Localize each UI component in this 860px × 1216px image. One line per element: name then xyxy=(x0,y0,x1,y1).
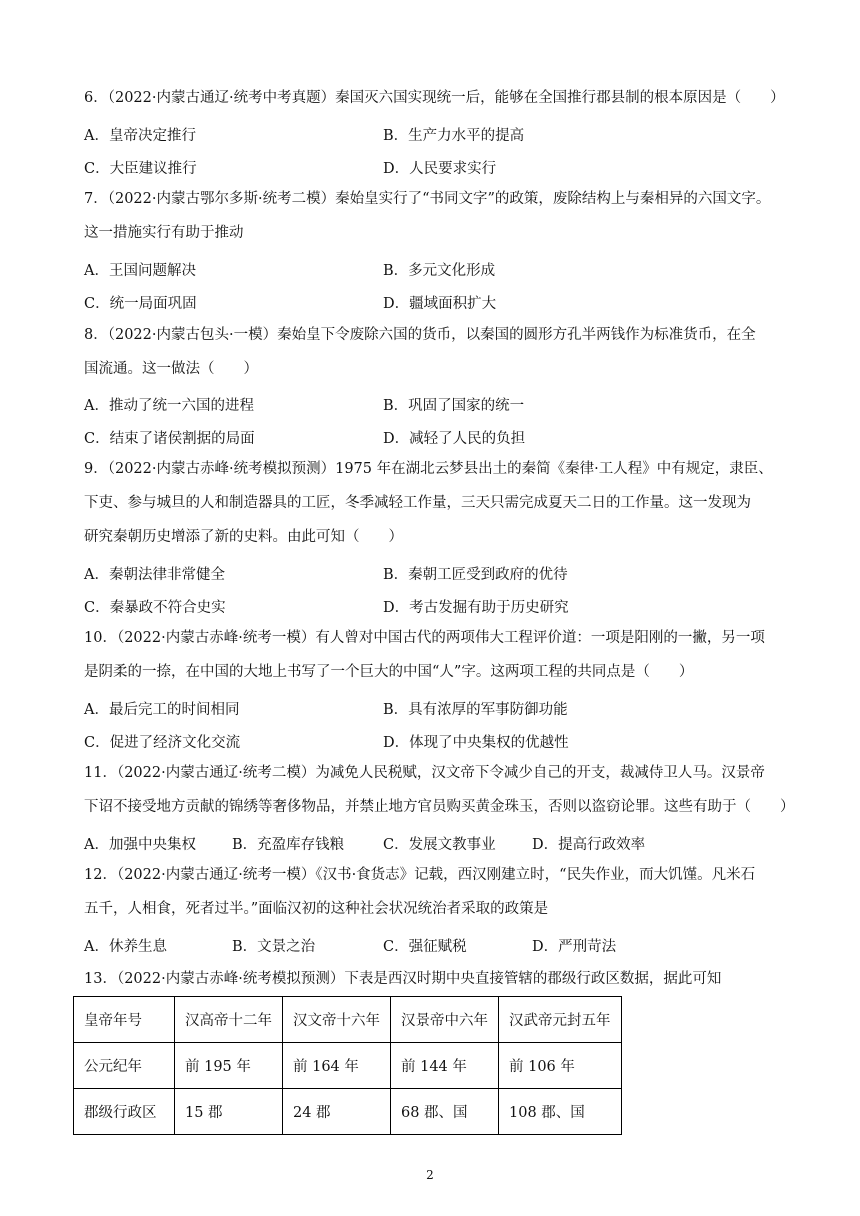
table-row xyxy=(74,1043,622,1089)
question-6-option-a: A．皇帝决定推行 xyxy=(84,128,196,144)
question-6-option-c: C．大臣建议推行 xyxy=(84,161,197,177)
question-7-stem-line-2: 这一措施实行有助于推动 xyxy=(84,225,244,241)
question-10-option-c: C．促进了经济文化交流 xyxy=(84,735,241,751)
question-11-option-c: C．发展文教事业 xyxy=(383,837,496,853)
question-12-option-a: A．休养生息 xyxy=(84,939,167,955)
question-10-option-b: B．具有浓厚的军事防御功能 xyxy=(383,702,568,718)
table-cell: 汉景帝中六年 xyxy=(391,997,499,1043)
question-10-stem-line-1: 10．（2022·内蒙古赤峰·统考一模）有人曾对中国古代的两项伟大工程评价道：一项是阳刚的一撇，另一项 xyxy=(84,630,765,646)
question-9-stem-line-1: 9．（2022·内蒙古赤峰·统考模拟预测）1975 年在湖北云梦县出土的秦简《秦律·工人程》中有规定，隶臣、 xyxy=(84,461,773,477)
table-cell: 汉高帝十二年 xyxy=(175,997,283,1043)
question-8-stem-line-1: 8．（2022·内蒙古包头·一模）秦始皇下令废除六国的货币，以秦国的圆形方孔半两钱作为标准货币，在全 xyxy=(84,327,756,343)
table-cell: 汉武帝元封五年 xyxy=(499,997,622,1043)
question-7-option-b: B．多元文化形成 xyxy=(383,263,496,279)
question-8-option-c: C．结束了诸侯割据的局面 xyxy=(84,431,255,447)
table-cell: 郡级行政区 xyxy=(74,1089,175,1135)
question-8-option-d: D．减轻了人民的负担 xyxy=(383,431,526,447)
question-9-option-d: D．考古发掘有助于历史研究 xyxy=(383,600,569,616)
question-11-stem-line-2: 下诏不接受地方贡献的锦绣等奢侈物品，并禁止地方官员购买黄金珠玉，否则以盗窃论罪。这些有助于（ ） xyxy=(84,799,795,815)
question-9-option-c: C．秦暴政不符合史实 xyxy=(84,600,226,616)
question-7-stem-line-1: 7．（2022·内蒙古鄂尔多斯·统考二模）秦始皇实行了“书同文字”的政策，废除结构上与秦相异的六国文字。 xyxy=(84,191,771,207)
question-11-stem-line-1: 11．（2022·内蒙古通辽·统考二模）为减免人民税赋，汉文帝下令减少自己的开支，裁减侍卫人马。汉景帝 xyxy=(84,765,765,781)
table-cell: 108 郡、国 xyxy=(499,1089,622,1135)
question-6-stem-line-1: 6．（2022·内蒙古通辽·统考中考真题）秦国灭六国实现统一后，能够在全国推行郡县制的根本原因是（ ） xyxy=(84,90,785,106)
question-13-stem-line-1: 13．（2022·内蒙古赤峰·统考模拟预测）下表是西汉时期中央直接管辖的郡级行政区数据，据此可知 xyxy=(84,971,722,987)
table-row xyxy=(74,1089,622,1135)
question-11-option-a: A．加强中央集权 xyxy=(84,837,196,853)
question-10-option-d: D．体现了中央集权的优越性 xyxy=(383,735,569,751)
question-9-option-b: B．秦朝工匠受到政府的优待 xyxy=(383,567,568,583)
question-8-stem-line-2: 国流通。这一做法（ ） xyxy=(84,361,258,377)
table-cell: 前 144 年 xyxy=(391,1043,499,1089)
question-12-option-c: C．强征赋税 xyxy=(383,939,467,955)
administrative-region-table xyxy=(73,996,622,1135)
table-cell: 15 郡 xyxy=(175,1089,283,1135)
table-cell: 前 195 年 xyxy=(175,1043,283,1089)
question-7-option-c: C．统一局面巩固 xyxy=(84,296,197,312)
question-12-stem-line-2: 五千，人相食，死者过半。”面临汉初的这种社会状况统治者采取的政策是 xyxy=(84,901,549,917)
question-11-option-b: B．充盈库存钱粮 xyxy=(232,837,345,853)
question-9-stem-line-3: 研究秦朝历史增添了新的史料。由此可知（ ） xyxy=(84,529,403,545)
table-cell: 汉文帝十六年 xyxy=(283,997,391,1043)
question-6-option-d: D．人民要求实行 xyxy=(383,161,497,177)
question-6-option-b: B．生产力水平的提高 xyxy=(383,128,525,144)
table-cell: 皇帝年号 xyxy=(74,997,175,1043)
question-10-option-a: A．最后完工的时间相同 xyxy=(84,702,240,718)
question-10-stem-line-2: 是阴柔的一捺，在中国的大地上书写了一个巨大的中国“人”字。这两项工程的共同点是（ ） xyxy=(84,664,694,680)
table-cell: 24 郡 xyxy=(283,1089,391,1135)
question-12-option-d: D．严刑苛法 xyxy=(532,939,617,955)
table-cell: 前 164 年 xyxy=(283,1043,391,1089)
question-12-stem-line-1: 12．（2022·内蒙古通辽·统考一模）《汉书·食货志》记载，西汉刚建立时，“民失作业，而大饥馑。凡米石 xyxy=(84,867,756,883)
question-7-option-d: D．疆域面积扩大 xyxy=(383,296,497,312)
question-9-stem-line-2: 下吏、参与城旦的人和制造器具的工匠，冬季减轻工作量，三天只需完成夏天二日的工作量。这一发现为 xyxy=(84,495,751,511)
question-8-option-a: A．推动了统一六国的进程 xyxy=(84,398,254,414)
table-cell: 前 106 年 xyxy=(499,1043,622,1089)
question-12-option-b: B．文景之治 xyxy=(232,939,316,955)
table-row xyxy=(74,997,622,1043)
question-11-option-d: D．提高行政效率 xyxy=(532,837,646,853)
question-9-option-a: A．秦朝法律非常健全 xyxy=(84,567,225,583)
page-number: 2 xyxy=(426,1168,434,1182)
question-7-option-a: A．王国问题解决 xyxy=(84,263,196,279)
table-cell: 公元纪年 xyxy=(74,1043,175,1089)
table-cell: 68 郡、国 xyxy=(391,1089,499,1135)
question-8-option-b: B．巩固了国家的统一 xyxy=(383,398,525,414)
